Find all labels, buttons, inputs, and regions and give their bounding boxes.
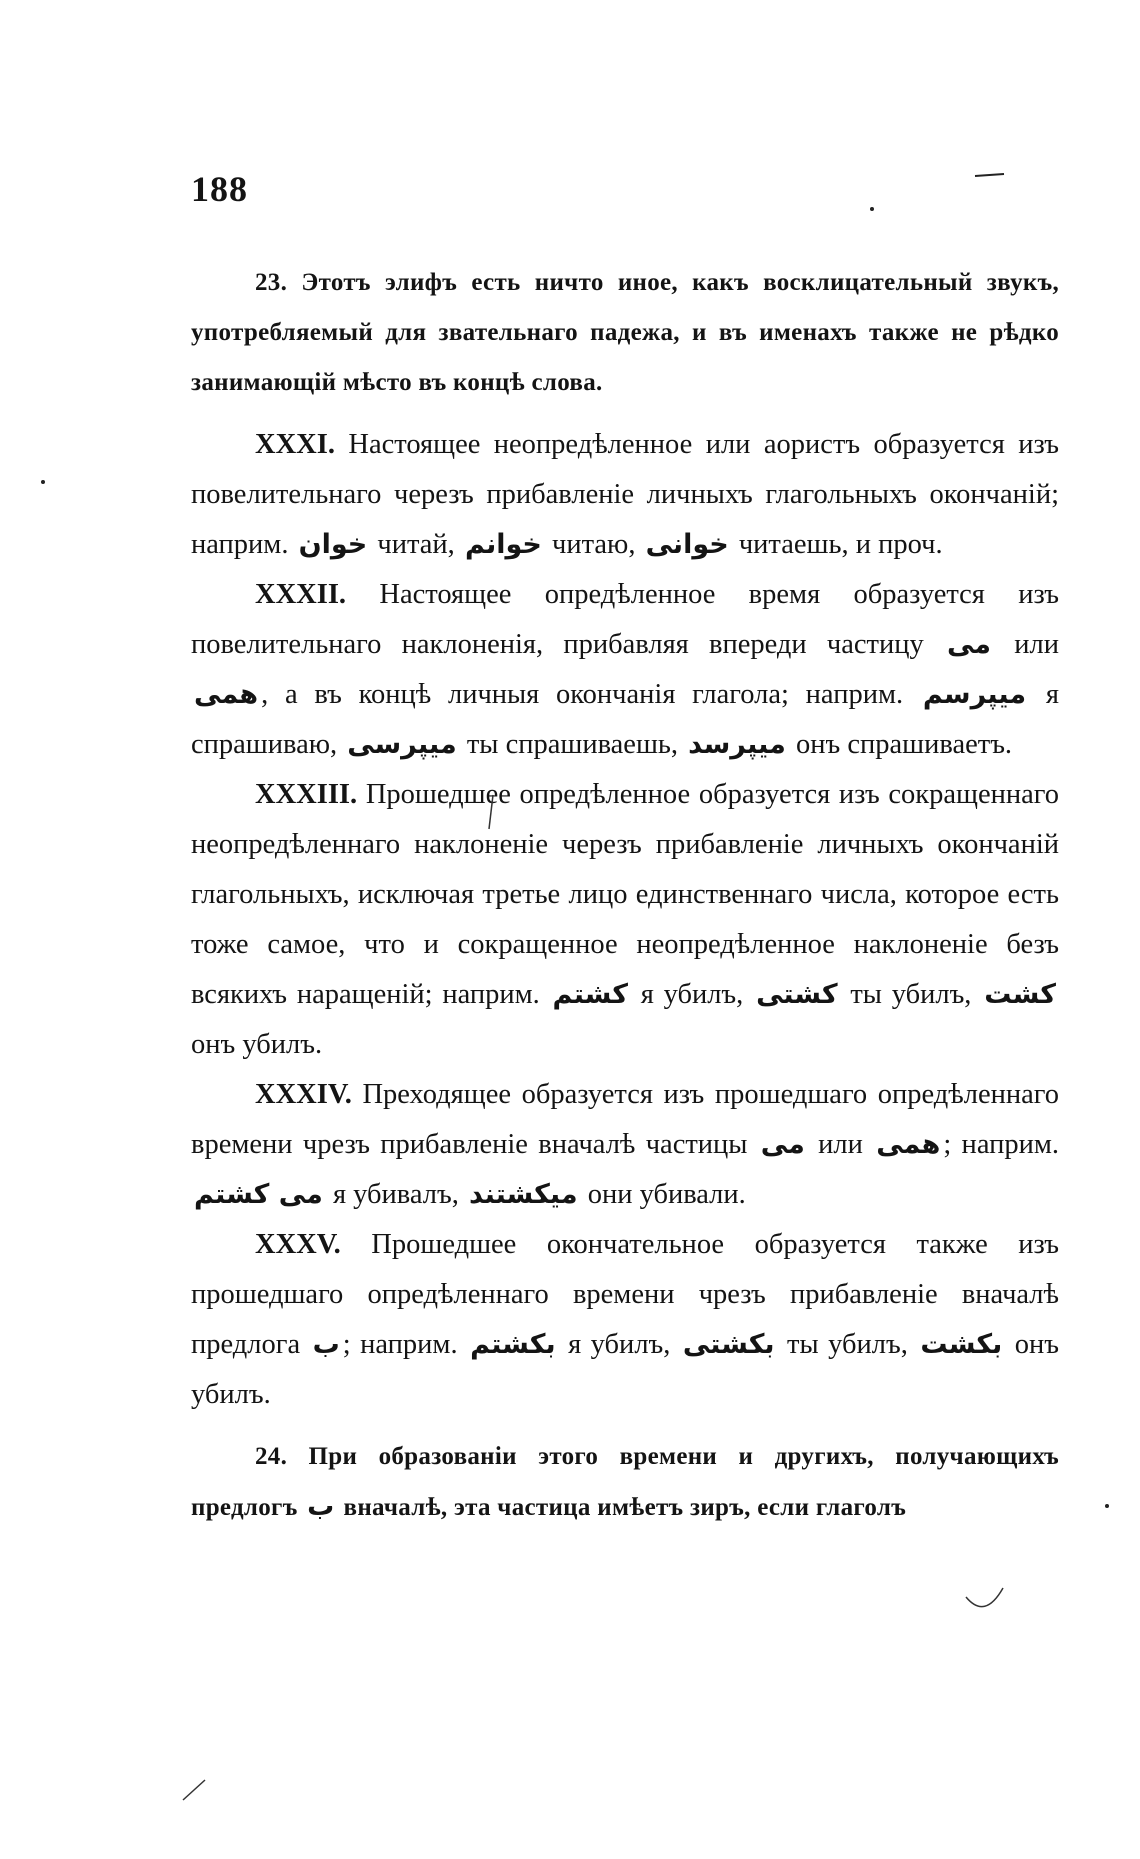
text-run: читай, — [370, 529, 462, 560]
text-run: или — [994, 629, 1059, 660]
scan-dot — [1105, 1504, 1109, 1508]
arabic-word: ميپرسم — [922, 679, 1027, 710]
text-run: , а въ концѣ личныя окончанія глагола; наприм. — [261, 679, 920, 710]
section-numeral: XXXIV. — [255, 1079, 352, 1110]
section-xxxiii — [191, 770, 1059, 1070]
scan-stroke-right — [966, 1588, 1003, 1607]
arabic-word: همى — [876, 1129, 941, 1160]
text-run: ; наприм. — [342, 1329, 468, 1360]
arabic-word: ب — [307, 1491, 335, 1522]
text-run: читаю, — [544, 529, 643, 560]
text-run: я спрашиваю, — [191, 679, 1059, 760]
scan-stroke-top-right — [975, 174, 1004, 176]
scan-dot — [41, 480, 45, 484]
section-xxxi — [191, 420, 1059, 570]
section-xxxv — [191, 1220, 1059, 1420]
text-run: вначалѣ, эта частица имѣетъ зиръ, если глаголъ — [337, 1494, 907, 1521]
arabic-word: ب — [312, 1329, 340, 1360]
arabic-word: ميكشتند — [469, 1179, 578, 1210]
arabic-word: ميپرسد — [688, 729, 786, 760]
footnote-24 — [191, 1432, 1059, 1533]
text-run: ты убилъ, — [840, 979, 982, 1010]
text-run: Прошедшее окончательное образуется также изъ прошедшаго опредѣленнаго времени чрезъ прибавленіе вначалѣ предлога — [191, 1229, 1059, 1360]
arabic-word: مى — [760, 1129, 805, 1160]
arabic-word: كشت — [984, 979, 1056, 1010]
text-run: Преходящее образуется изъ прошедшаго опредѣленнаго времени чрезъ прибавленіе вначалѣ частицы — [191, 1079, 1059, 1160]
arabic-word: خوانم — [464, 529, 542, 560]
arabic-word: بكشتم — [470, 1329, 556, 1360]
text-run: я убивалъ, — [325, 1179, 466, 1210]
text-run: онъ убилъ. — [191, 1329, 1059, 1410]
arabic-word: ميپرسى — [347, 729, 457, 760]
arabic-word: خوان — [298, 529, 368, 560]
arabic-word: كشتم — [552, 979, 628, 1010]
arabic-word: كشتى — [756, 979, 838, 1010]
section-xxxii — [191, 570, 1059, 770]
text-run: ; наприм. — [943, 1129, 1060, 1160]
arabic-word: بكشت — [920, 1329, 1003, 1360]
scan-dot — [870, 207, 874, 211]
text-run: или — [807, 1129, 874, 1160]
text-run: 24. При образованіи этого времени и другихъ, получающихъ предлогъ — [191, 1443, 1059, 1521]
section-xxxiv — [191, 1070, 1059, 1220]
arabic-word: مى — [946, 629, 992, 660]
text-run: ты убилъ, — [777, 1329, 918, 1360]
text-column — [191, 258, 1059, 1533]
section-numeral: XXXIII. — [255, 779, 358, 810]
arabic-word: همى — [194, 679, 259, 710]
text-run: онъ убилъ. — [191, 1029, 323, 1060]
text-run: ты спрашиваешь, — [459, 729, 686, 760]
text-run: Настоящее неопредѣленное или аористъ образуется изъ повелительнаго черезъ прибавленіе личныхъ глагольныхъ окончаній; наприм. — [191, 429, 1059, 560]
text-run: читаешь, и проч. — [731, 529, 943, 560]
text-run: я убилъ, — [558, 1329, 680, 1360]
arabic-word: مى كشتم — [194, 1179, 323, 1210]
text-run: Настоящее опредѣленное время образуется изъ повелительнаго наклоненія, прибавляя впереди частицу — [191, 579, 1059, 660]
section-numeral: XXXII. — [255, 579, 347, 610]
scan-stroke-bottom-left — [183, 1780, 205, 1800]
page-number: 188 — [191, 169, 248, 209]
footnote-23 — [191, 258, 1059, 408]
text-run: Прошедшее опредѣленное образуется изъ сокращеннаго неопредѣленнаго наклоненіе черезъ прибавленіе личныхъ окончаній глагольныхъ, исключая третье лицо единственнаго числа, которое есть тоже самое, что и сокращенное неопредѣленное наклоненіе безъ всякихъ наращеній; наприм. — [191, 779, 1059, 1010]
arabic-word: خوانى — [645, 529, 729, 560]
text-run: я убилъ, — [630, 979, 754, 1010]
section-numeral: XXXV. — [255, 1229, 341, 1260]
section-numeral: XXXI. — [255, 429, 335, 460]
arabic-word: بكشتى — [682, 1329, 775, 1360]
text-run: они убивали. — [580, 1179, 746, 1210]
text-run: 23. Этотъ элифъ есть ничто иное, какъ восклицательный звукъ, употребляемый для звательнаго падежа, и въ именахъ также не рѣдко занимающій мѣсто въ концѣ слова. — [191, 269, 1059, 396]
text-run: онъ спрашиваетъ. — [788, 729, 1013, 760]
